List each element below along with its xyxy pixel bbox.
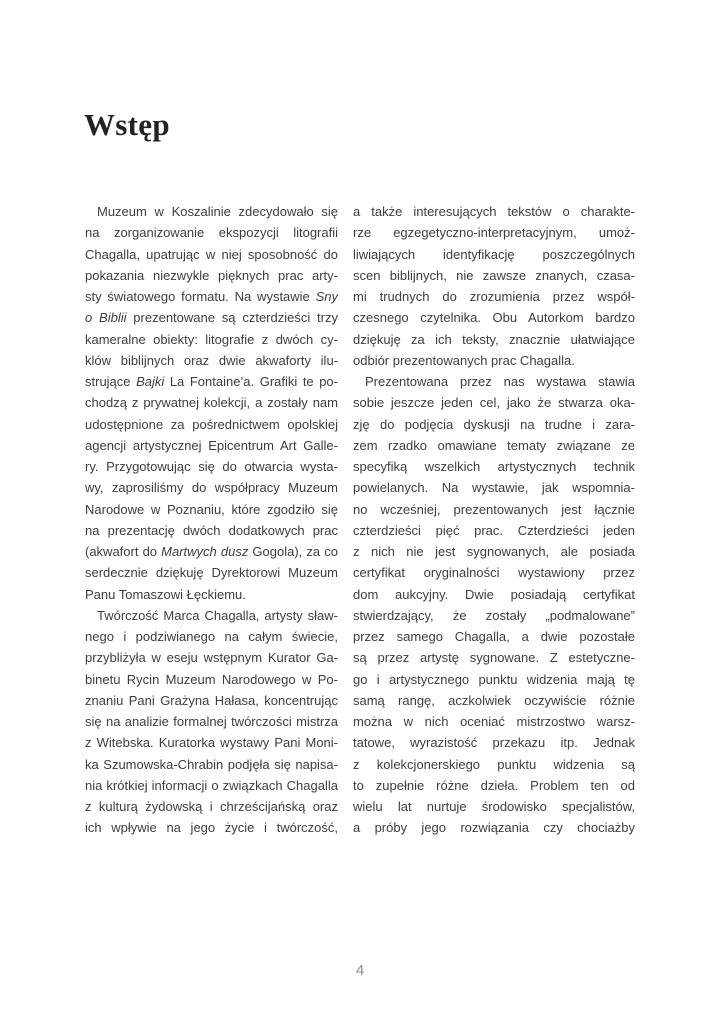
italic-text: Sny (315, 289, 338, 304)
text-line: a próby jego rozwiązania czy chociażby (353, 820, 635, 836)
text-line: dziękuję za ich teksty, znacznie ułatwiające (353, 331, 635, 347)
text-line: z Witebska. Kuratorka wystawy Pani Moni- (85, 735, 338, 751)
text-line: Prezentowana przez nas wystawa stawia (365, 374, 635, 389)
text-line: powielanych. Na wystawie, jak wspomnia- (353, 480, 635, 496)
text-line: czterdzieści pięć prac. Czterdzieści jeden (353, 522, 635, 538)
italic-text: Martwych dusz (161, 544, 249, 559)
text-line: a także interesujących tekstów o charakte- (353, 204, 635, 219)
text-line: Panu Tomaszowi Łęckiemu. (85, 586, 246, 602)
text-line: Muzeum w Koszalinie zdecydowało się (97, 204, 338, 219)
text-line: liwiających identyfikację poszczególnych (353, 246, 635, 262)
text-line: rze egzegetyczno-interpretacyjnym, umoż- (353, 225, 635, 241)
text-line: wy, zaprosiliśmy do współpracy Muzeum (85, 480, 338, 496)
text-line: z nich nie jest sygnowanych, ale posiada (353, 544, 635, 559)
text-line: przez samego Chagalla, a dwie pozostałe (353, 629, 635, 644)
text-line: klów biblijnych oraz dwie akwaforty ilu- (85, 352, 338, 368)
page-number: 4 (355, 962, 365, 979)
text-line: Twórczość Marca Chagalla, artysty sław- (97, 607, 338, 623)
text-line: zem rzadko omawiane tematy związane ze (353, 437, 635, 453)
text-line: serdecznie dziękuję Dyrektorowi Muzeum (85, 565, 338, 581)
text-line: można w nich oceniać mistrzostwo warsz- (353, 714, 635, 729)
page-title: Wstęp (84, 107, 170, 142)
text-line: stwierdzający, że zostały „podmalowane” (353, 607, 635, 623)
text-line: no wcześniej, prezentowanych jest łącznie (353, 501, 635, 517)
italic-text: o Biblii (85, 310, 127, 326)
text-line: się na analizie formalnej twórczości mistrza (85, 714, 338, 729)
text-line: binetu Rycin Muzeum Narodowego w Po- (85, 671, 338, 687)
text-line: ry. Przygotowując się do otwarcia wysta- (85, 459, 338, 474)
italic-text: Bajki (136, 374, 165, 389)
text-line: tatowe, wyrazistość przekazu itp. Jednak (353, 735, 635, 751)
text-line: samą rangę, aczkolwiek oczywiście różnie (353, 692, 635, 708)
text-line: (akwafort do Martwych dusz Gogola), za co (85, 544, 338, 559)
text-line: specyfiką wszelkich artystycznych technik (353, 459, 635, 474)
text-line: przybliżyła w eseju wstępnym Kurator Ga- (85, 650, 338, 666)
text-line: o Biblii prezentowane są czterdzieści trzy (85, 310, 338, 326)
text-line: z kulturą żydowską i chrześcijańską oraz (85, 799, 338, 814)
text-line: zję do podjęcia dyskusji na trudne i zara- (353, 416, 635, 432)
text-line: na prezentację dwóch dodatkowych prac (85, 522, 338, 538)
text-line: kameralne obiekty: litografie z dwóch cy- (85, 331, 338, 347)
right-column (353, 201, 635, 839)
text-line: to zupełnie różne dzieła. Problem ten od (353, 777, 635, 793)
text-line: nego i podziwianego na całym świecie, (85, 629, 338, 644)
text-line: dom aukcyjny. Dwie posiadają certyfikat (353, 586, 635, 602)
text-line: pokazania niezwykle pięknych prac arty- (85, 267, 338, 283)
text-line: na zorganizowanie ekspozycji litografii (85, 225, 338, 241)
text-line: sobie jeszcze jeden cel, jako że stwarza oka- (353, 395, 635, 411)
text-columns (85, 201, 635, 839)
left-column (85, 201, 338, 839)
text-line: certyfikat oryginalności wystawiony przez (353, 565, 635, 581)
text-line: są przez artystę sygnowane. Z estetyczne- (353, 650, 635, 666)
text-line: nia krótkiej informacji o związkach Chagalla (85, 777, 338, 793)
text-line: z kolekcjonerskiego punktu widzenia są (353, 756, 635, 772)
text-line: odbiór prezentowanych prac Chagalla. (353, 352, 575, 368)
text-line: mi trudnych do zrozumienia przez współ- (353, 289, 635, 304)
text-line: wielu lat nurtuje środowisko specjalistów, (353, 799, 635, 814)
text-line: Chagalla, upatrując w niej sposobność do (85, 246, 338, 262)
text-line: strujące Bajki La Fontaine’a. Grafiki te po- (85, 374, 338, 389)
text-line: chodzą z prywatnej kolekcji, a zostały nam (85, 395, 338, 411)
text-line: znaniu Pani Grażyna Hałasa, koncentrując (85, 692, 338, 708)
text-line: czesnego czytelnika. Obu Autorkom bardzo (353, 310, 635, 326)
text-line: udostępnione za pośrednictwem opolskiej (85, 416, 338, 432)
text-line: agencji artystycznej Epicentrum Art Galle- (85, 437, 338, 453)
text-line: Narodowe w Poznaniu, które zgodziło się (85, 501, 338, 517)
text-line: ka Szumowska-Chrabin podjęła się napisa- (85, 756, 338, 772)
text-line: go i artystycznego punktu widzenia mają tę (353, 671, 635, 687)
text-line: ich wpływie na jego życie i twórczość, (85, 820, 338, 836)
text-line: sty światowego formatu. Na wystawie Sny (85, 289, 338, 304)
text-line: scen biblijnych, nie zawsze znanych, czasa- (353, 267, 635, 283)
